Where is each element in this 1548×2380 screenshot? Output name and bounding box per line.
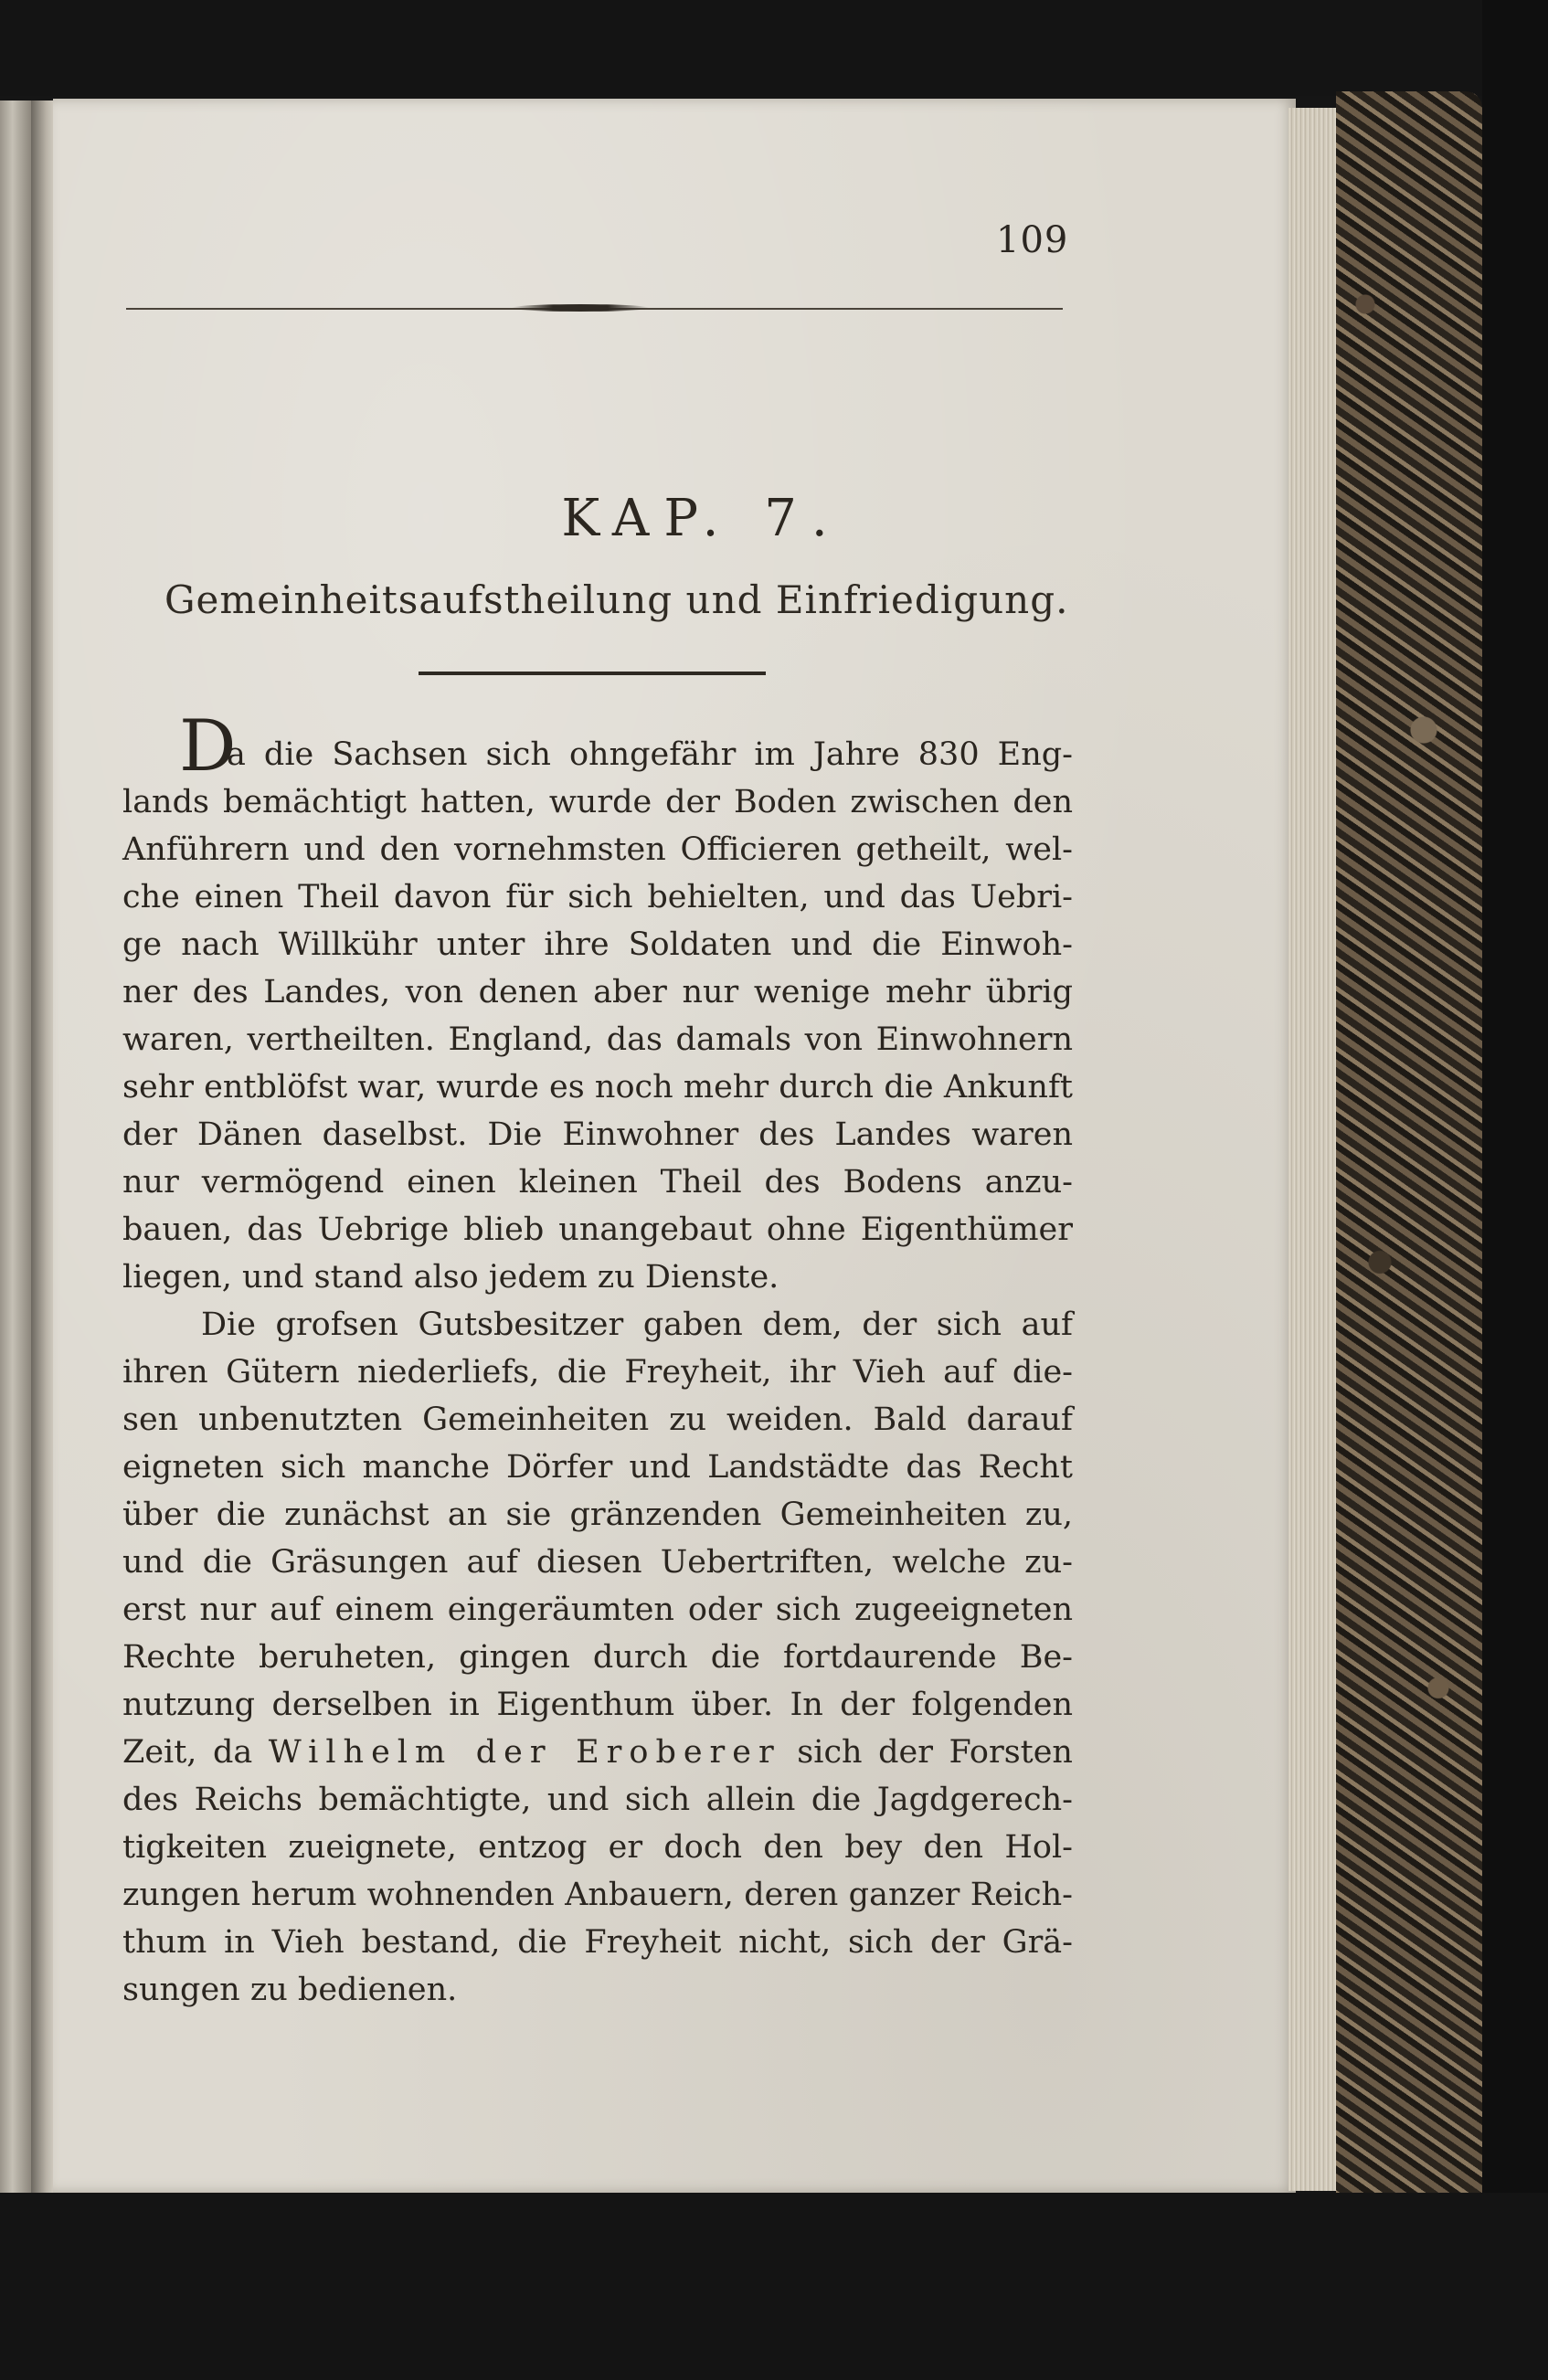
scanner-background-bottom [0, 2193, 1548, 2380]
text-line: des Reichs bemächtigte, und sich allein die Jagdgerech- [122, 1782, 1073, 1818]
text-line: liegen, und stand also jedem zu Dienste. [122, 1259, 779, 1296]
text-line-1 [122, 705, 1073, 788]
marbled-binding [1336, 91, 1482, 2220]
title-rule [419, 672, 766, 675]
text-line: ner des Landes, von denen aber nur wenige mehr übrig [122, 974, 1073, 1010]
text-line: zungen herum wohnenden Anbauern, deren ganzer Reich- [122, 1877, 1073, 1913]
header-rule-ornament [512, 304, 649, 312]
text-line-1-content: a die Sachsen sich ohngefähr im Jahre 830 Eng- [227, 736, 1073, 773]
text-line: sungen zu bedienen. [122, 1972, 458, 2008]
text-line: lands bemächtigt hatten, wurde der Boden zwischen den [122, 784, 1073, 820]
text-line: ge nach Willkühr unter ihre Soldaten und die Einwoh- [122, 926, 1073, 963]
text-line: über die zunächst an sie gränzenden Gemeinheiten zu, [122, 1497, 1073, 1533]
text-line: che einen Theil davon für sich behielten, und das Uebri- [122, 879, 1073, 915]
text-line: Die grofsen Gutsbesitzer gaben dem, der sich auf [201, 1306, 1073, 1343]
scanner-background-right [1482, 0, 1548, 2380]
text-line: und die Gräsungen auf diesen Uebertriften, welche zu- [122, 1544, 1073, 1581]
spaced-name: Wilhelm der Eroberer [268, 1734, 781, 1771]
text-line: ihren Gütern niederliefs, die Freyheit, ihr Vieh auf die- [122, 1354, 1073, 1391]
chapter-title: Gemeinheitsaufstheilung und Einfriedigung. [164, 577, 1069, 622]
text-line: Anführern und den vornehmsten Officieren getheilt, wel- [122, 831, 1073, 868]
text-line: nutzung derselben in Eigenthum über. In der folgenden [122, 1687, 1073, 1723]
page-edges [1288, 108, 1343, 2191]
text-line: sen unbenutzten Gemeinheiten zu weiden. Bald darauf [122, 1402, 1073, 1438]
text-line: waren, vertheilten. England, das damals von Einwohnern [122, 1021, 1073, 1058]
text-line: thum in Vieh bestand, die Freyheit nicht, sich der Grä- [122, 1924, 1073, 1961]
chapter-heading: KAP. 7. [561, 489, 843, 548]
page-number: 109 [996, 219, 1069, 261]
text-line: bauen, das Uebrige blieb unangebaut ohne Eigenthümer [122, 1211, 1073, 1248]
text-line: nur vermögend einen kleinen Theil des Bodens anzu- [122, 1164, 1073, 1201]
drop-cap: D [179, 705, 237, 788]
text-line: eigneten sich manche Dörfer und Landstädte das Recht [122, 1449, 1073, 1486]
text-line: sehr entblöfst war, wurde es noch mehr durch die Ankunft [122, 1069, 1073, 1105]
text-line-mixed [122, 1729, 1073, 1776]
text-line: tigkeiten zueignete, entzog er doch den bey den Hol- [122, 1829, 1073, 1866]
scanner-background-top [0, 0, 1548, 96]
text-segment: Zeit, da [122, 1734, 253, 1771]
text-line: Rechte beruheten, gingen durch die fortdaurende Be- [122, 1639, 1073, 1676]
facing-page-edge [0, 100, 31, 2193]
text-line: erst nur auf einem eingeräumten oder sich zugeeigneten [122, 1592, 1073, 1628]
body-text [122, 705, 1073, 2014]
text-line: der Dänen daselbst. Die Einwohner des Landes waren [122, 1116, 1073, 1153]
text-segment: sich der Forsten [797, 1734, 1073, 1771]
